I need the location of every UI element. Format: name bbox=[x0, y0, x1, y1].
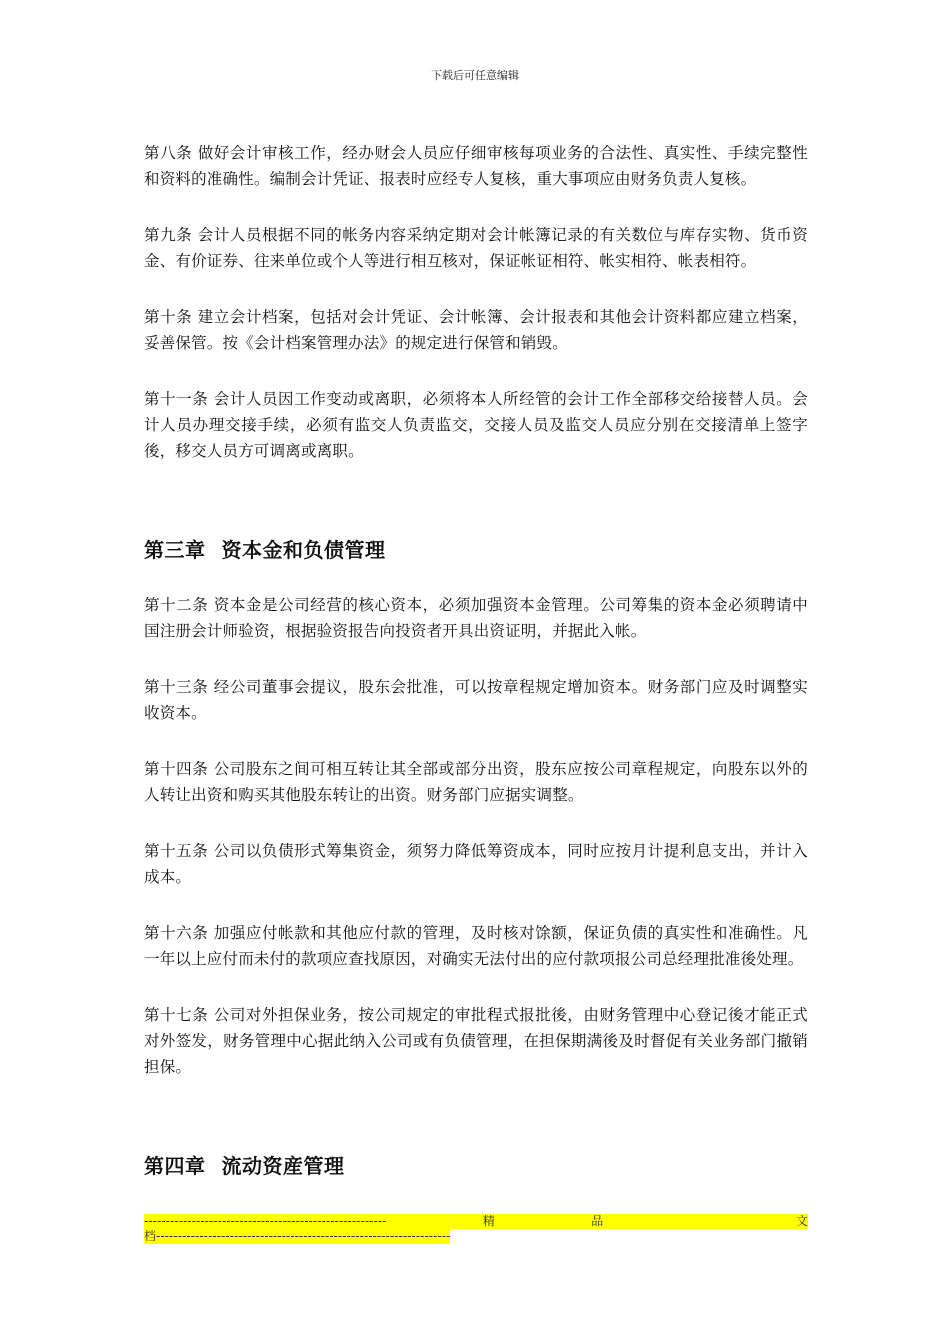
footer-char-4: 档 bbox=[144, 1229, 157, 1243]
footer-char-1: 精 bbox=[482, 1214, 495, 1228]
footer-char-3: 文 bbox=[795, 1214, 808, 1228]
article-14: 第十四条 公司股东之间可相互转让其全部或部分出资，股东应按公司章程规定，向股东以外的人转让出资和购买其他股东转让的出资。财务部门应据实调整。 bbox=[144, 760, 808, 804]
chapter-4-title: 流动资産管理 bbox=[221, 1154, 345, 1178]
footer-dashes-left: -------------------------------------------------------- bbox=[144, 1214, 387, 1228]
article-12: 第十二条 资本金是公司经营的核心资本，必须加强资本金管理。公司筹集的资本金必须聘请中国注册会计师验资，根据验资报告向投资者开具出资证明，并据此入帐。 bbox=[144, 596, 808, 640]
header-note: 下载后可任意编辑 bbox=[431, 69, 519, 82]
article-15: 第十五条 公司以负债形式筹集资金，须努力降低筹资成本，同时应按月计提利息支出，并计入成本。 bbox=[144, 842, 808, 886]
chapter-4-number: 第四章 bbox=[144, 1154, 206, 1178]
chapter-3-title: 资本金和负债管理 bbox=[221, 538, 386, 562]
footer-banner bbox=[144, 1214, 808, 1248]
footer-line-2 bbox=[144, 1229, 450, 1244]
article-11: 第十一条 会计人员因工作变动或离职，必须将本人所经管的会计工作全部移交给接替人员。会计人员办理交接手续，必须有监交人负责监交，交接人员及监交人员应分别在交接清单上签字後，移交人员方可调离或离职。 bbox=[144, 390, 808, 460]
article-13: 第十三条 经公司董事会提议，股东会批准，可以按章程规定增加资本。财务部门应及时调整实收资本。 bbox=[144, 678, 808, 722]
article-8: 第八条 做好会计审核工作，经办财会人员应仔细审核每项业务的合法性、真实性、手续完整性和资料的准确性。编制会计凭证、报表时应经专人复核，重大事项应由财务负责人复核。 bbox=[144, 144, 808, 188]
article-17: 第十七条 公司对外担保业务，按公司规定的审批程式报批後，由财务管理中心登记後才能正式对外签发，财务管理中心据此纳入公司或有负债管理，在担保期满後及时督促有关业务部门撤销担保。 bbox=[144, 1006, 808, 1076]
footer-char-2: 品 bbox=[591, 1214, 604, 1228]
chapter-3-number: 第三章 bbox=[144, 538, 206, 562]
chapter-3-heading bbox=[144, 536, 808, 564]
footer-dashes-right: -------------------------------------------------------------------- bbox=[156, 1229, 451, 1243]
footer-line-1 bbox=[144, 1214, 808, 1229]
article-16: 第十六条 加强应付帐款和其他应付款的管理，及时核对馀额，保证负债的真实性和准确性。凡一年以上应付而未付的款项应查找原因，对确实无法付出的应付款项报公司总经理批准後处理。 bbox=[144, 924, 808, 968]
chapter-4-heading bbox=[144, 1152, 808, 1180]
article-10: 第十条 建立会计档案，包括对会计凭证、会计帐簿、会计报表和其他会计资料都应建立档案，妥善保管。按《会计档案管理办法》的规定进行保管和销毁。 bbox=[144, 308, 808, 352]
document-body bbox=[144, 140, 808, 1208]
article-9: 第九条 会计人员根据不同的帐务内容采纳定期对会计帐簿记录的有关数位与库存实物、货币资金、有价证券、往来单位或个人等进行相互核对，保证帐证相符、帐实相符、帐表相符。 bbox=[144, 226, 808, 270]
